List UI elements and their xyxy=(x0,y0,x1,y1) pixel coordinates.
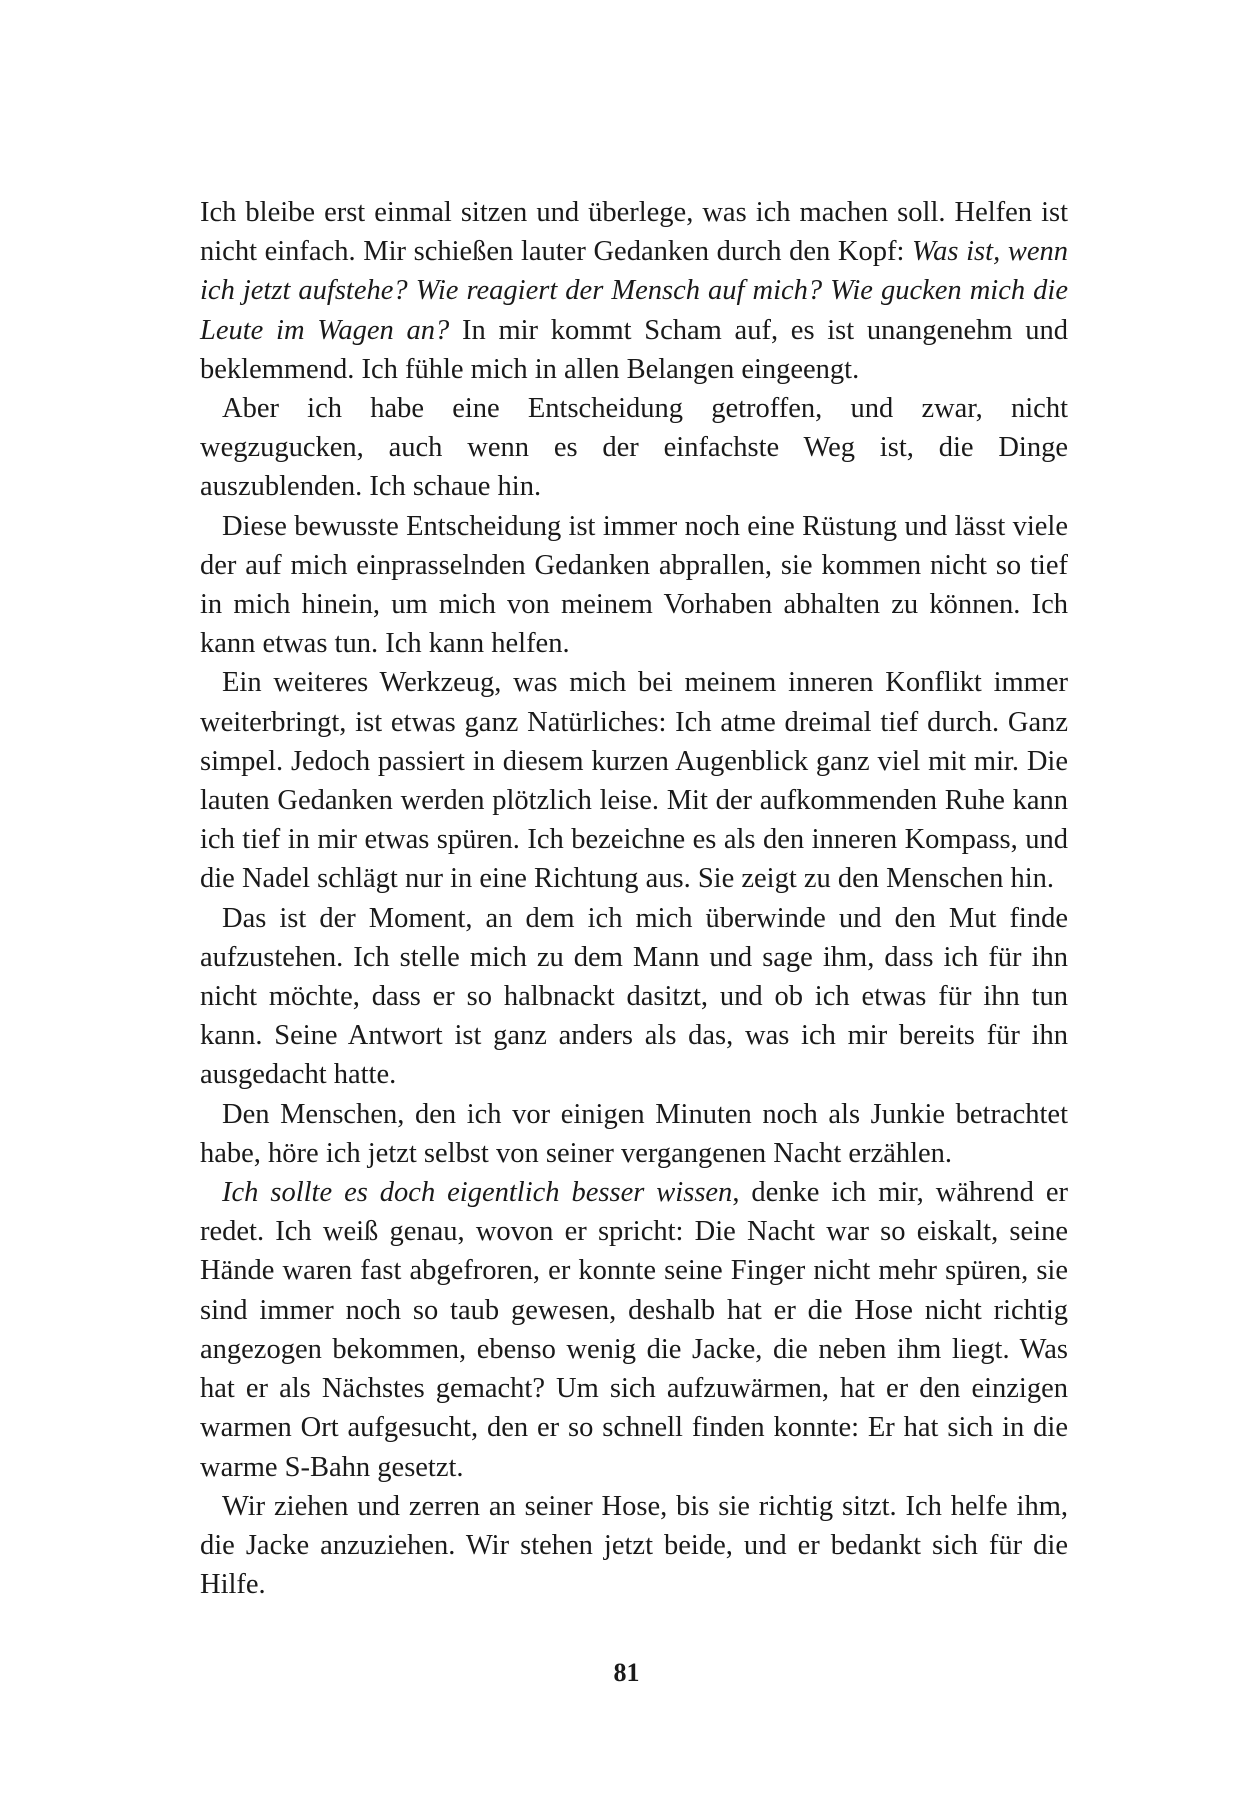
paragraph-7-italic-thought: Ich sollte es doch eigentlich besser wissen xyxy=(222,1177,733,1209)
body-text xyxy=(200,193,1068,1604)
paragraph-5 xyxy=(200,899,1068,1095)
paragraph-2 xyxy=(200,389,1068,507)
paragraph-1 xyxy=(200,193,1068,389)
page-number: 81 xyxy=(613,1658,640,1687)
paragraph-4-text: Ein weiteres Werkzeug, was mich bei meinem inneren Konflikt immer weiterbringt, ist etwas ganz Natürliches: Ich atme dreimal tief durch. Ganz simpel. Jedoch passiert in diesem kurzen Augenblick ganz viel mit mir. Die lauten Gedanken werden plötzlich leise. Mit der aufkommenden Ruhe kann ich tief in mir etwas spüren. Ich bezeichne es als den inneren Kompass, und die Nadel schlägt nur in eine Richtung aus. Sie zeigt zu den Menschen hin. xyxy=(200,667,1068,895)
paragraph-8 xyxy=(200,1487,1068,1605)
paragraph-1-text-1: Ich bleibe erst einmal sitzen und überlege, was ich machen soll. Helfen ist nicht einfach. Mir schießen lauter Gedanken durch den Kopf: xyxy=(200,197,1068,268)
paragraph-5-text: Das ist der Moment, an dem ich mich überwinde und den Mut finde aufzustehen. Ich stelle mich zu dem Mann und sage ihm, dass ich für ihn nicht möchte, dass er so halbnackt dasitzt, und ob ich etwas für ihn tun kann. Seine Antwort ist ganz anders als das, was ich mir bereits für ihn ausgedacht hatte. xyxy=(200,902,1068,1091)
paragraph-6 xyxy=(200,1095,1068,1173)
paragraph-7 xyxy=(200,1173,1068,1487)
paragraph-3-text: Diese bewusste Entscheidung ist immer noch eine Rüstung und lässt viele der auf mich einprasselnden Gedanken abprallen, sie kommen nicht so tief in mich hinein, um mich von meinem Vorhaben abhalten zu können. Ich kann etwas tun. Ich kann helfen. xyxy=(200,510,1068,660)
paragraph-1-italic-thoughts: Was ist, wenn ich jetzt aufstehe? Wie reagiert der Mensch auf mich? Wie gucken mich die Leute im Wagen an? xyxy=(200,236,1068,346)
paragraph-4 xyxy=(200,663,1068,898)
paragraph-7-text: , denke ich mir, während er redet. Ich weiß genau, wovon er spricht: Die Nacht war so eiskalt, seine Hände waren fast abgefroren, er konnte seine Finger nicht mehr spüren, sie sind immer noch so taub gewesen, deshalb hat er die Hose nicht richtig angezogen bekommen, ebenso wenig die Jacke, die neben ihm liegt. Was hat er als Nächstes gemacht? Um sich aufzuwärmen, hat er den einzigen warmen Ort aufgesucht, den er so schnell finden konnte: Er hat sich in die warme S-Bahn gesetzt. xyxy=(200,1177,1068,1483)
paragraph-8-text: Wir ziehen und zerren an seiner Hose, bis sie richtig sitzt. Ich helfe ihm, die Jacke anzuziehen. Wir stehen jetzt beide, und er bedankt sich für die Hilfe. xyxy=(200,1490,1068,1601)
paragraph-3 xyxy=(200,507,1068,664)
paragraph-1-text-2: In mir kommt Scham auf, es ist unangenehm und beklemmend. Ich fühle mich in allen Belangen eingeengt. xyxy=(200,314,1068,385)
paragraph-2-text: Aber ich habe eine Entscheidung getroffen, und zwar, nicht wegzugucken, auch wenn es der einfachste Weg ist, die Dinge auszublenden. Ich schaue hin. xyxy=(200,393,1068,503)
paragraph-6-text: Den Menschen, den ich vor einigen Minuten noch als Junkie betrachtet habe, höre ich jetzt selbst von seiner vergangenen Nacht erzählen. xyxy=(200,1098,1068,1169)
